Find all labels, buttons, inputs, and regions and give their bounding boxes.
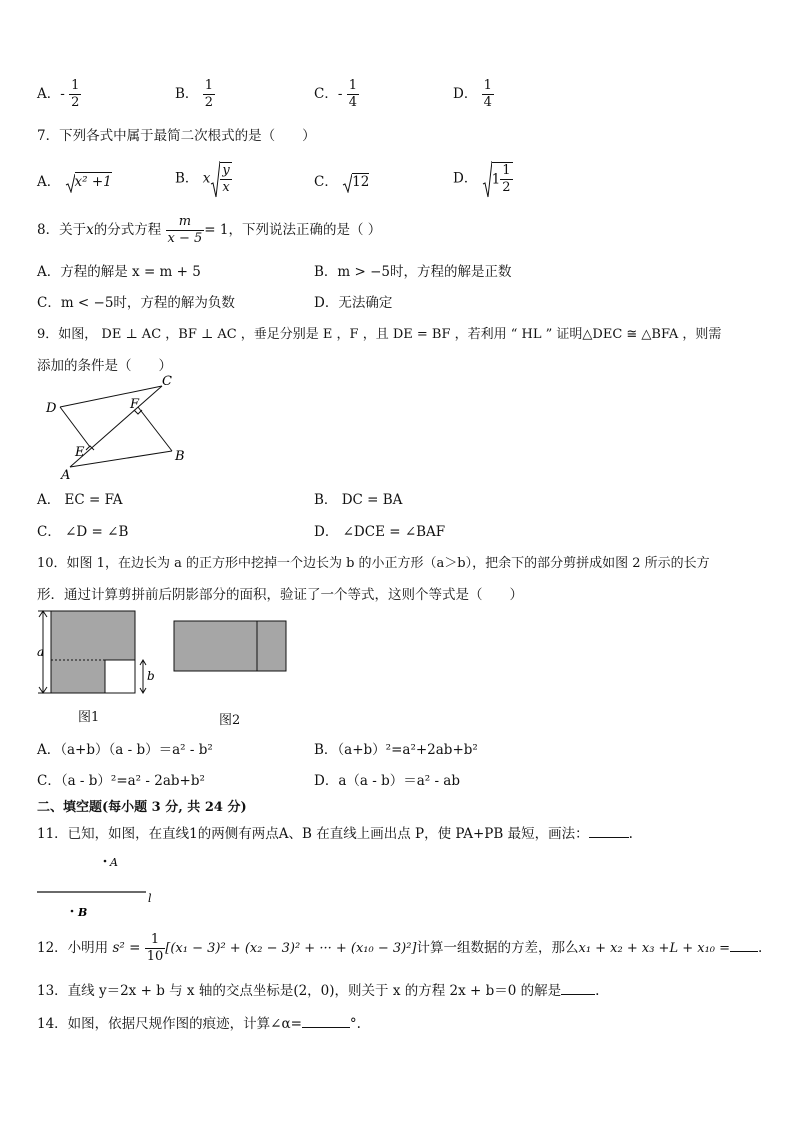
point-A: [104, 860, 107, 863]
q10-option-c: C．（a - b）²=a² - 2ab+b²: [37, 773, 205, 789]
label-D: D: [46, 401, 57, 416]
segment-DE: [60, 407, 90, 447]
section-title: 二、填空题(每小题 3 分, 共 24 分): [37, 800, 247, 815]
q10-fig2-caption: 图2: [219, 713, 241, 728]
q6-option-a: A．- $\frac{1}{2}$: [37, 78, 80, 110]
q14-stem: 14．如图，依据尺规作图的痕迹，计算∠α= °.: [37, 1016, 361, 1032]
q12-stem: 12．小明用 s² = $\frac{1}{10}$ [(x₁ − 3)² + (x₂ − 3)² + ··· + (x₁₀ − 3)²]计算一组数据的方差，那么x₁ + x₂ + x₃ +L + x₁₀ = .: [37, 932, 763, 964]
q9-stem-line2: 添加的条件是（ ）: [37, 358, 172, 374]
q13-stem: 13．直线 y＝2x + b 与 x 轴的交点坐标是(2，0)，则关于 x 的方程 2x + b＝0 的解是 .: [37, 983, 600, 999]
q6-c-fraction: $\frac{1}{4}$: [348, 78, 357, 110]
q7-option-a: A． x² +1: [37, 170, 112, 193]
q6-d-fraction: $\frac{1}{4}$: [483, 78, 492, 110]
label-a: a: [37, 645, 45, 659]
q8-option-a: A．方程的解是 x = m + 5: [37, 264, 201, 280]
q10-stem-line2: 形．通过计算剪拼前后阴影部分的面积，验证了一个等式，这则个等式是（ ）: [37, 587, 523, 603]
q9-option-c: C． ∠D = ∠B: [37, 524, 129, 540]
q9-option-d: D． ∠DCE = ∠BAF: [314, 524, 446, 540]
label-F: F: [130, 397, 140, 412]
small-square: [105, 660, 135, 693]
q12-fraction: $\frac{1}{10}$: [146, 932, 164, 964]
label-E: E: [75, 445, 85, 460]
label-l: l: [148, 892, 152, 905]
q10-fig1-caption: 图1: [78, 710, 100, 725]
q9-option-b: B． DC = BA: [314, 492, 403, 508]
q8-option-d: D．无法确定: [314, 295, 393, 311]
label-b: b: [147, 669, 155, 683]
q9-figure: [40, 372, 200, 484]
q8-option-c: C．m < −5时，方程的解为负数: [37, 295, 235, 311]
q9-option-a: A． EC = FA: [37, 492, 123, 508]
q6-option-c: C．- $\frac{1}{4}$: [314, 78, 357, 110]
q10-figure-2: [173, 620, 289, 674]
segment-BF: [138, 407, 172, 451]
q7-b-fraction: $\frac{y}{x}$: [222, 163, 230, 195]
q10-option-d: D．a（a - b）＝a² - ab: [314, 773, 461, 789]
label-A: A: [110, 856, 118, 869]
q8-option-b: B．m > −5时，方程的解是正数: [314, 264, 512, 280]
q7-stem: 7．下列各式中属于最简二次根式的是（ ）: [37, 128, 316, 144]
q7-d-fraction: $\frac{1}{2}$: [502, 163, 511, 195]
q8-fraction: $\frac{m}{x - 5}$: [167, 214, 203, 246]
q6-a-fraction: $\frac{1}{2}$: [71, 78, 80, 110]
q8-stem: 8．关于x的分式方程 $\frac{m}{x - 5}$ = 1，下列说法正确的是（ ）: [37, 214, 382, 246]
q7-option-d: D． 1 $\frac{1}{2}$: [453, 160, 513, 198]
q7-option-c: C． 12: [314, 170, 369, 193]
label-A: A: [61, 468, 71, 483]
q6-b-fraction: $\frac{1}{2}$: [204, 78, 213, 110]
point-B: [71, 910, 74, 913]
label-C: C: [162, 374, 172, 389]
q7-option-b: B． x $\frac{y}{x}$: [175, 160, 232, 198]
rectangle: [174, 621, 286, 671]
sqrt-icon: [65, 173, 75, 193]
q10-option-a: A．（a+b）（a - b）＝a² - b²: [37, 742, 213, 758]
q11-figure: [36, 852, 166, 922]
sqrt-icon: [342, 173, 352, 193]
q10-option-b: B．（a+b）²=a²+2ab+b²: [314, 742, 478, 758]
q6-option-b: B． $\frac{1}{2}$: [175, 78, 213, 110]
sqrt-icon: [482, 160, 492, 198]
q10-stem-line1: 10．如图 1，在边长为 a 的正方形中挖掉一个边长为 b 的小正方形（a＞b），把余下的部分剪拼成如图 2 所示的长方: [37, 556, 710, 571]
q10-figure-1: [35, 608, 165, 698]
sqrt-icon: [210, 160, 220, 198]
q9-stem-line1: 9．如图， DE ⊥ AC ，BF ⊥ AC ，垂足分别是 E ，F ，且 DE = BF ，若利用 “ HL ” 证明△DEC ≅ △BFA ，则需: [37, 327, 722, 342]
segment-DC: [60, 386, 162, 407]
q6-option-d: D． $\frac{1}{4}$: [453, 78, 492, 110]
label-B: B: [78, 906, 88, 919]
q11-stem: 11．已知，如图，在直线1的两侧有两点A、B 在直线上画出点 P，使 PA+PB 最短，画法： .: [37, 826, 633, 842]
label-B: B: [175, 449, 185, 464]
